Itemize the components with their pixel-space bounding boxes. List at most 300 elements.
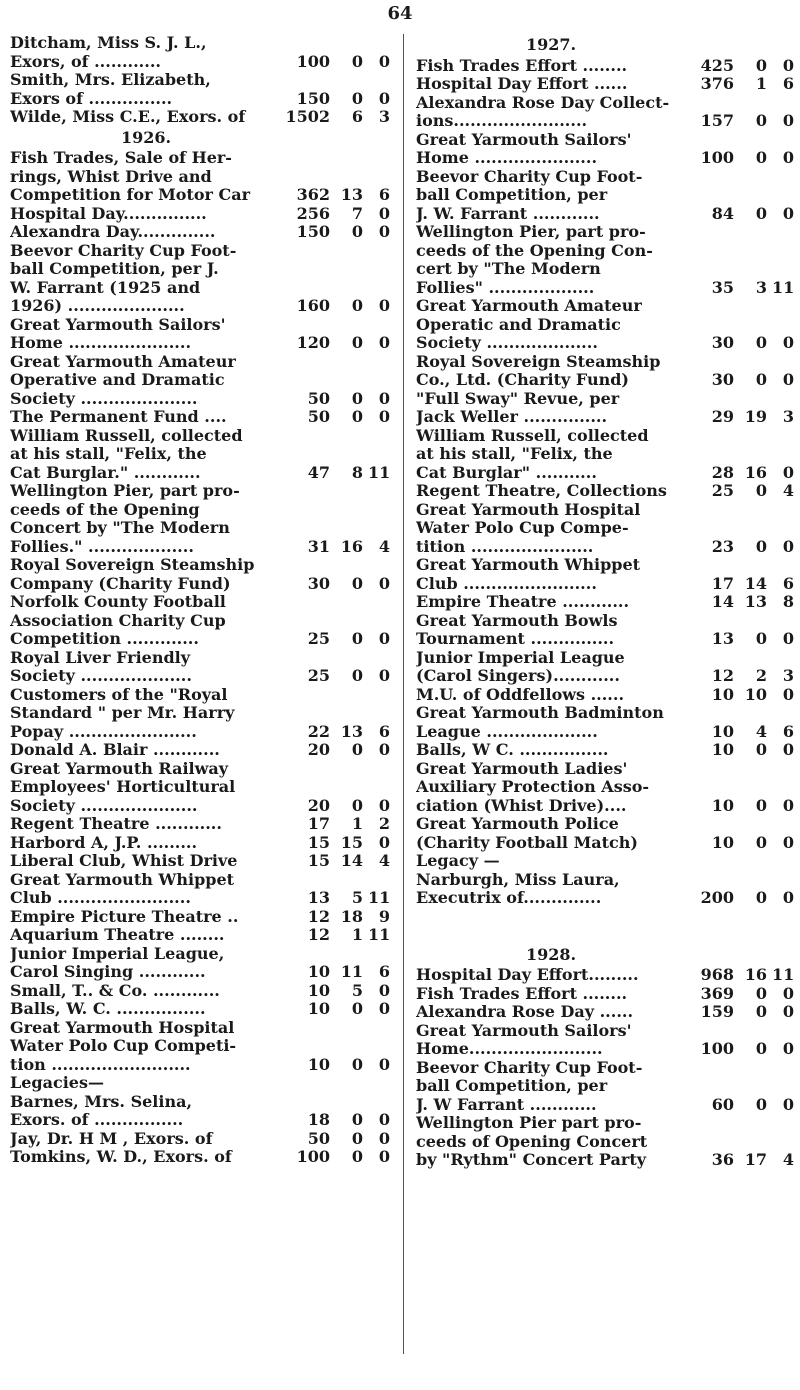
entry-text: Legacies— xyxy=(10,1074,104,1092)
pence: 6 xyxy=(782,721,794,741)
entry-text: Alexandra Rose Day Collect- xyxy=(416,93,670,112)
pounds: 30 xyxy=(307,573,330,593)
pounds: 1502 xyxy=(285,107,330,126)
shillings: 0 xyxy=(755,1002,767,1021)
shillings: 0 xyxy=(755,55,767,75)
pence: 0 xyxy=(782,111,794,130)
shillings: 0 xyxy=(755,536,767,556)
entry-text: Home ...................... xyxy=(10,334,192,352)
entry-text: Competition ............. xyxy=(10,630,199,648)
pounds: 60 xyxy=(711,1094,734,1114)
pence: 0 xyxy=(378,573,390,593)
shillings: 0 xyxy=(755,333,767,352)
entry-amount xyxy=(282,205,390,224)
ledger-entry xyxy=(10,982,390,1001)
entry-amount xyxy=(282,1111,390,1130)
pounds: 256 xyxy=(296,203,330,223)
entry-text: rings, Whist Drive and xyxy=(10,167,212,186)
pounds: 13 xyxy=(711,629,734,648)
entry-text: Royal Sovereign Steamship xyxy=(10,556,255,574)
entry-text: Royal Liver Friendly xyxy=(10,648,191,667)
entry-text: Great Yarmouth Whippet xyxy=(10,870,235,889)
pence: 0 xyxy=(378,1147,390,1166)
pounds: 100 xyxy=(296,1147,330,1166)
entry-text: Great Yarmouth Amateur xyxy=(416,297,642,315)
entry-text: Beevor Charity Cup Foot- xyxy=(416,1058,643,1077)
entry-amount xyxy=(686,334,794,353)
pounds: 10 xyxy=(711,721,734,741)
pence: 0 xyxy=(782,740,794,759)
pounds: 10 xyxy=(711,832,734,852)
shillings: 13 xyxy=(340,721,363,741)
shillings: 0 xyxy=(755,795,767,815)
shillings: 2 xyxy=(755,666,767,685)
year-heading: 1927. xyxy=(525,35,577,54)
shillings: 0 xyxy=(755,481,767,500)
ledger-entry xyxy=(10,71,390,108)
pounds: 18 xyxy=(307,1110,330,1129)
shillings: 0 xyxy=(351,296,363,315)
shillings: 0 xyxy=(351,1110,363,1129)
entry-amount xyxy=(686,834,794,853)
entry-amount xyxy=(282,630,390,649)
entry-text: Junior Imperial League, xyxy=(10,944,225,963)
shillings: 0 xyxy=(351,795,363,815)
pence: 0 xyxy=(782,1002,794,1021)
pounds: 160 xyxy=(296,296,330,315)
entry-text: Jay, Dr. H M , Exors. of xyxy=(10,1129,213,1148)
entry-amount xyxy=(686,1040,794,1059)
entry-text: Great Yarmouth Bowls xyxy=(416,611,618,630)
entry-text: Regent Theatre, Collections xyxy=(416,482,667,500)
pence: 0 xyxy=(782,888,794,907)
pounds: 10 xyxy=(711,740,734,759)
entry-text: (Carol Singers)............ xyxy=(416,667,620,685)
pounds: 23 xyxy=(711,536,734,556)
pence: 0 xyxy=(378,296,390,315)
entry-text: Operative and Dramatic xyxy=(10,371,225,389)
entry-amount xyxy=(282,834,390,853)
shillings: 0 xyxy=(351,407,363,426)
pence: 6 xyxy=(378,721,390,741)
entry-text: Competition for Motor Car xyxy=(10,186,251,204)
shillings: 0 xyxy=(351,1128,363,1148)
pounds: 100 xyxy=(700,148,734,167)
entry-amount xyxy=(282,1000,390,1019)
ledger-entry xyxy=(416,985,794,1004)
pounds: 12 xyxy=(711,666,734,685)
shillings: 3 xyxy=(755,277,767,297)
pounds: 31 xyxy=(307,536,330,556)
entry-amount xyxy=(282,297,390,316)
entry-text: Great Yarmouth Hospital xyxy=(416,500,641,519)
entry-amount xyxy=(686,538,794,557)
ledger-entry xyxy=(10,427,390,483)
pounds: 22 xyxy=(307,721,330,741)
entry-text: Legacy — xyxy=(416,852,500,870)
entry-text: ions........................ xyxy=(416,112,588,130)
entry-text: Employees' Horticultural xyxy=(10,778,236,796)
entry-text: Standard " per Mr. Harry xyxy=(10,704,235,722)
ledger-entry xyxy=(416,353,794,390)
pounds: 425 xyxy=(700,55,734,75)
entry-text: Cat Burglar." ............ xyxy=(10,463,201,482)
ledger-entry xyxy=(10,649,390,686)
pounds: 362 xyxy=(296,185,330,204)
year-heading: 1926. xyxy=(120,127,172,147)
entry-text: Society ..................... xyxy=(10,389,198,408)
entry-text: Exors, of ............ xyxy=(10,52,161,71)
ledger-entry xyxy=(10,1130,390,1149)
ledger-entry xyxy=(416,482,794,501)
entry-text: ceeds of the Opening xyxy=(10,500,200,519)
pounds: 10 xyxy=(307,999,330,1018)
shillings: 6 xyxy=(351,107,363,126)
entry-amount xyxy=(282,1148,390,1167)
pence: 6 xyxy=(782,74,794,93)
shillings: 0 xyxy=(351,740,363,759)
ledger-entry xyxy=(416,704,794,741)
entry-amount xyxy=(282,575,390,594)
entry-amount xyxy=(686,630,794,649)
entry-text: Great Yarmouth Railway xyxy=(10,759,229,778)
entry-text: Balls, W. C. ................ xyxy=(10,1000,206,1018)
pounds: 25 xyxy=(307,629,330,648)
entry-text: Hospital Day............... xyxy=(10,204,207,223)
ledger-entry xyxy=(10,1074,390,1093)
entry-text: Junior Imperial League xyxy=(416,648,625,667)
entry-amount xyxy=(282,390,390,409)
entry-text: Liberal Club, Whist Drive xyxy=(10,852,238,870)
ledger-entry xyxy=(416,686,794,705)
shillings: 13 xyxy=(744,592,767,611)
pence: 0 xyxy=(782,370,794,389)
pence: 0 xyxy=(378,51,390,71)
pence: 0 xyxy=(378,1054,390,1074)
entry-amount xyxy=(686,593,794,612)
ledger-entry xyxy=(10,205,390,224)
ledger-entry xyxy=(10,834,390,853)
ledger-entry xyxy=(10,741,390,760)
shillings: 0 xyxy=(351,1147,363,1166)
entry-text: Great Yarmouth Ladies' xyxy=(416,759,628,778)
pence: 0 xyxy=(782,462,794,482)
pence: 4 xyxy=(782,481,794,500)
entry-amount xyxy=(686,889,794,908)
ledger-entry xyxy=(416,501,794,557)
pounds: 20 xyxy=(307,740,330,759)
entry-text: Empire Theatre ............ xyxy=(416,593,630,611)
ledger-entry xyxy=(416,1022,794,1059)
ledger-entry xyxy=(416,94,794,131)
entry-text: Customers of the "Royal xyxy=(10,685,228,704)
entry-text: Wilde, Miss C.E., Exors. of xyxy=(10,108,246,126)
entry-text: Water Polo Cup Compe- xyxy=(416,519,629,537)
entry-amount xyxy=(686,482,794,501)
ledger-entry xyxy=(10,149,390,205)
ledger-entry xyxy=(416,168,794,224)
entry-text: Great Yarmouth Police xyxy=(416,815,619,833)
entry-amount xyxy=(282,797,390,816)
pounds: 13 xyxy=(307,888,330,907)
pence: 0 xyxy=(378,740,390,759)
ledger-entry xyxy=(416,815,794,852)
shillings: 0 xyxy=(351,222,363,241)
entry-amount xyxy=(282,889,390,908)
entry-text: Club ........................ xyxy=(416,574,597,593)
pence: 11 xyxy=(368,888,391,907)
entry-text: Royal Sovereign Steamship xyxy=(416,352,661,371)
pence: 0 xyxy=(782,148,794,167)
shillings: 0 xyxy=(755,111,767,130)
entry-amount xyxy=(282,223,390,242)
entry-amount xyxy=(282,741,390,760)
entry-text: Tomkins, W. D., Exors. of xyxy=(10,1148,232,1166)
ledger-entry xyxy=(10,223,390,242)
entry-amount xyxy=(686,1151,794,1170)
entry-text: ciation (Whist Drive).... xyxy=(416,796,627,815)
shillings: 4 xyxy=(755,721,767,741)
pence: 11 xyxy=(368,925,391,944)
entry-amount xyxy=(686,797,794,816)
entry-text: Operatic and Dramatic xyxy=(416,315,621,334)
entry-text: Great Yarmouth Sailors' xyxy=(416,1021,632,1040)
pence: 3 xyxy=(378,107,390,126)
pounds: 25 xyxy=(307,666,330,685)
pounds: 10 xyxy=(307,962,330,981)
shillings: 5 xyxy=(351,980,363,1000)
pounds: 29 xyxy=(711,407,734,426)
entry-text: Narburgh, Miss Laura, xyxy=(416,870,620,889)
entry-amount xyxy=(282,815,390,834)
pounds: 28 xyxy=(711,462,734,482)
ledger-entry xyxy=(416,223,794,297)
pence: 0 xyxy=(782,333,794,352)
entry-amount xyxy=(686,985,794,1004)
pounds: 15 xyxy=(307,851,330,870)
entry-text: Beevor Charity Cup Foot- xyxy=(416,167,643,186)
ledger-entry xyxy=(416,1059,794,1115)
entry-text: Great Yarmouth Whippet xyxy=(416,556,641,574)
ledger-entry xyxy=(416,1003,794,1022)
entry-text: "Full Sway" Revue, per xyxy=(416,389,620,408)
shillings: 0 xyxy=(351,666,363,685)
entry-amount xyxy=(686,75,794,94)
pence: 0 xyxy=(378,1110,390,1129)
entry-text: tition ...................... xyxy=(416,537,594,556)
entry-text: Society ..................... xyxy=(10,796,198,815)
entry-amount xyxy=(282,108,390,127)
shillings: 0 xyxy=(351,1054,363,1074)
pence: 4 xyxy=(782,1150,794,1169)
pence: 0 xyxy=(378,333,390,352)
entry-text: Carol Singing ............ xyxy=(10,963,206,981)
shillings: 0 xyxy=(755,832,767,852)
shillings: 15 xyxy=(340,832,363,852)
pence: 0 xyxy=(782,832,794,852)
pounds: 120 xyxy=(296,333,330,352)
pence: 0 xyxy=(782,536,794,556)
pence: 2 xyxy=(378,814,390,833)
pence: 0 xyxy=(378,795,390,815)
ledger-entry xyxy=(10,34,390,71)
entry-text: (Charity Football Match) xyxy=(416,833,638,852)
pence: 6 xyxy=(782,573,794,593)
entry-text: Follies." ................... xyxy=(10,537,194,556)
ledger-entry xyxy=(10,815,390,834)
pence: 3 xyxy=(782,407,794,426)
entry-text: M.U. of Oddfellows ...... xyxy=(416,685,625,704)
entry-amount xyxy=(282,464,390,483)
entry-amount xyxy=(282,90,390,109)
entry-text: Fish Trades, Sale of Her- xyxy=(10,149,232,167)
shillings: 16 xyxy=(744,462,767,482)
pence: 0 xyxy=(378,999,390,1018)
entry-text: W. Farrant (1925 and xyxy=(10,278,201,297)
ledger-entry xyxy=(10,556,390,593)
ledger-entry xyxy=(10,871,390,908)
entry-amount xyxy=(686,464,794,483)
entry-text: Auxiliary Protection Asso- xyxy=(416,778,650,796)
pence: 11 xyxy=(772,277,795,297)
pence: 0 xyxy=(378,980,390,1000)
entry-amount xyxy=(282,1130,390,1149)
ledger-entry xyxy=(10,926,390,945)
entry-text: Great Yarmouth Sailors' xyxy=(416,130,632,149)
ledger-entry xyxy=(10,242,390,316)
shillings: 11 xyxy=(340,962,363,981)
ledger-entry xyxy=(10,108,390,127)
entry-amount xyxy=(686,966,794,985)
pounds: 47 xyxy=(307,462,330,482)
entry-amount xyxy=(686,279,794,298)
pence: 0 xyxy=(782,684,794,704)
shillings: 0 xyxy=(755,888,767,907)
entry-text: Norfolk County Football xyxy=(10,593,226,611)
pounds: 50 xyxy=(307,388,330,408)
ledger-entry xyxy=(416,593,794,612)
year-heading: 1928. xyxy=(525,944,577,964)
entry-text: J. W Farrant ............ xyxy=(416,1095,597,1114)
pounds: 159 xyxy=(700,1002,734,1021)
pounds: 10 xyxy=(307,980,330,1000)
entry-text: Beevor Charity Cup Foot- xyxy=(10,241,237,260)
entry-text: ceeds of Opening Concert xyxy=(416,1132,648,1151)
pence: 11 xyxy=(772,965,795,984)
shillings: 7 xyxy=(351,203,363,223)
shillings: 10 xyxy=(744,684,767,704)
ledger-entry xyxy=(416,852,794,908)
pence: 0 xyxy=(378,222,390,241)
entry-amount xyxy=(282,908,390,927)
entry-amount xyxy=(686,205,794,224)
ledger-entry xyxy=(10,482,390,556)
entry-text: Donald A. Blair ............ xyxy=(10,741,220,759)
entry-text: Aquarium Theatre ........ xyxy=(10,926,225,944)
pence: 0 xyxy=(782,983,794,1003)
entry-text: Wellington Pier part pro- xyxy=(416,1114,642,1132)
pounds: 157 xyxy=(700,111,734,130)
pounds: 100 xyxy=(296,51,330,71)
ledger-entry xyxy=(416,427,794,483)
pounds: 30 xyxy=(711,370,734,389)
entry-text: Cat Burglar" ........... xyxy=(416,463,597,482)
entry-text: Fish Trades Effort ........ xyxy=(416,984,628,1003)
ledger-entry xyxy=(10,1148,390,1167)
entry-text: at his stall, "Felix, the xyxy=(416,445,613,463)
entry-amount xyxy=(282,538,390,557)
entry-text: Tournament ............... xyxy=(416,630,615,648)
pounds: 17 xyxy=(711,573,734,593)
entry-text: Exors. of ................ xyxy=(10,1111,184,1129)
pence: 0 xyxy=(378,407,390,426)
ledger-entry xyxy=(416,649,794,686)
entry-text: Fish Trades Effort ........ xyxy=(416,56,628,75)
entry-amount xyxy=(686,112,794,131)
entry-amount xyxy=(686,1096,794,1115)
ledger-entry xyxy=(416,131,794,168)
pence: 0 xyxy=(378,629,390,648)
entry-text: Great Yarmouth Sailors' xyxy=(10,315,226,334)
entry-text: Alexandra Day.............. xyxy=(10,223,216,241)
pence: 4 xyxy=(378,851,390,870)
shillings: 0 xyxy=(755,148,767,167)
entry-amount xyxy=(282,334,390,353)
pounds: 50 xyxy=(307,407,330,426)
right-column xyxy=(416,34,794,1170)
entry-text: ball Competition, per xyxy=(416,1077,608,1095)
pence: 0 xyxy=(782,795,794,815)
pence: 0 xyxy=(782,1094,794,1114)
shillings: 0 xyxy=(351,388,363,408)
shillings: 8 xyxy=(351,462,363,482)
entry-text: William Russell, collected xyxy=(416,426,649,445)
entry-text: Jack Weller ............... xyxy=(416,408,608,426)
pounds: 10 xyxy=(307,1054,330,1074)
ledger-entry xyxy=(416,556,794,593)
entry-amount xyxy=(282,53,390,72)
pence: 0 xyxy=(378,203,390,223)
entry-amount xyxy=(686,1003,794,1022)
entry-text: Club ........................ xyxy=(10,889,191,907)
entry-amount xyxy=(282,1056,390,1075)
ledger-entry xyxy=(10,945,390,982)
pounds: 17 xyxy=(307,814,330,833)
shillings: 16 xyxy=(340,536,363,556)
ledger-entry xyxy=(416,612,794,649)
entry-text: Company (Charity Fund) xyxy=(10,574,231,593)
ledger-entry xyxy=(10,593,390,649)
ledger-entry xyxy=(416,390,794,427)
ledger-entry xyxy=(10,908,390,927)
ledger-entry xyxy=(10,852,390,871)
entry-text: Smith, Mrs. Elizabeth, xyxy=(10,71,211,89)
pounds: 12 xyxy=(307,906,330,926)
shillings: 0 xyxy=(351,999,363,1018)
pence: 0 xyxy=(782,203,794,223)
entry-amount xyxy=(282,982,390,1001)
pence: 0 xyxy=(378,1128,390,1148)
pounds: 150 xyxy=(296,88,330,108)
entry-text: Co., Ltd. (Charity Fund) xyxy=(416,371,629,389)
ledger-entry xyxy=(416,297,794,353)
shillings: 19 xyxy=(744,407,767,426)
pounds: 25 xyxy=(711,481,734,500)
entry-text: 1926) ..................... xyxy=(10,297,185,315)
entry-text: Concert by "The Modern xyxy=(10,519,230,537)
pence: 4 xyxy=(378,536,390,556)
ledger-entry xyxy=(10,686,390,742)
